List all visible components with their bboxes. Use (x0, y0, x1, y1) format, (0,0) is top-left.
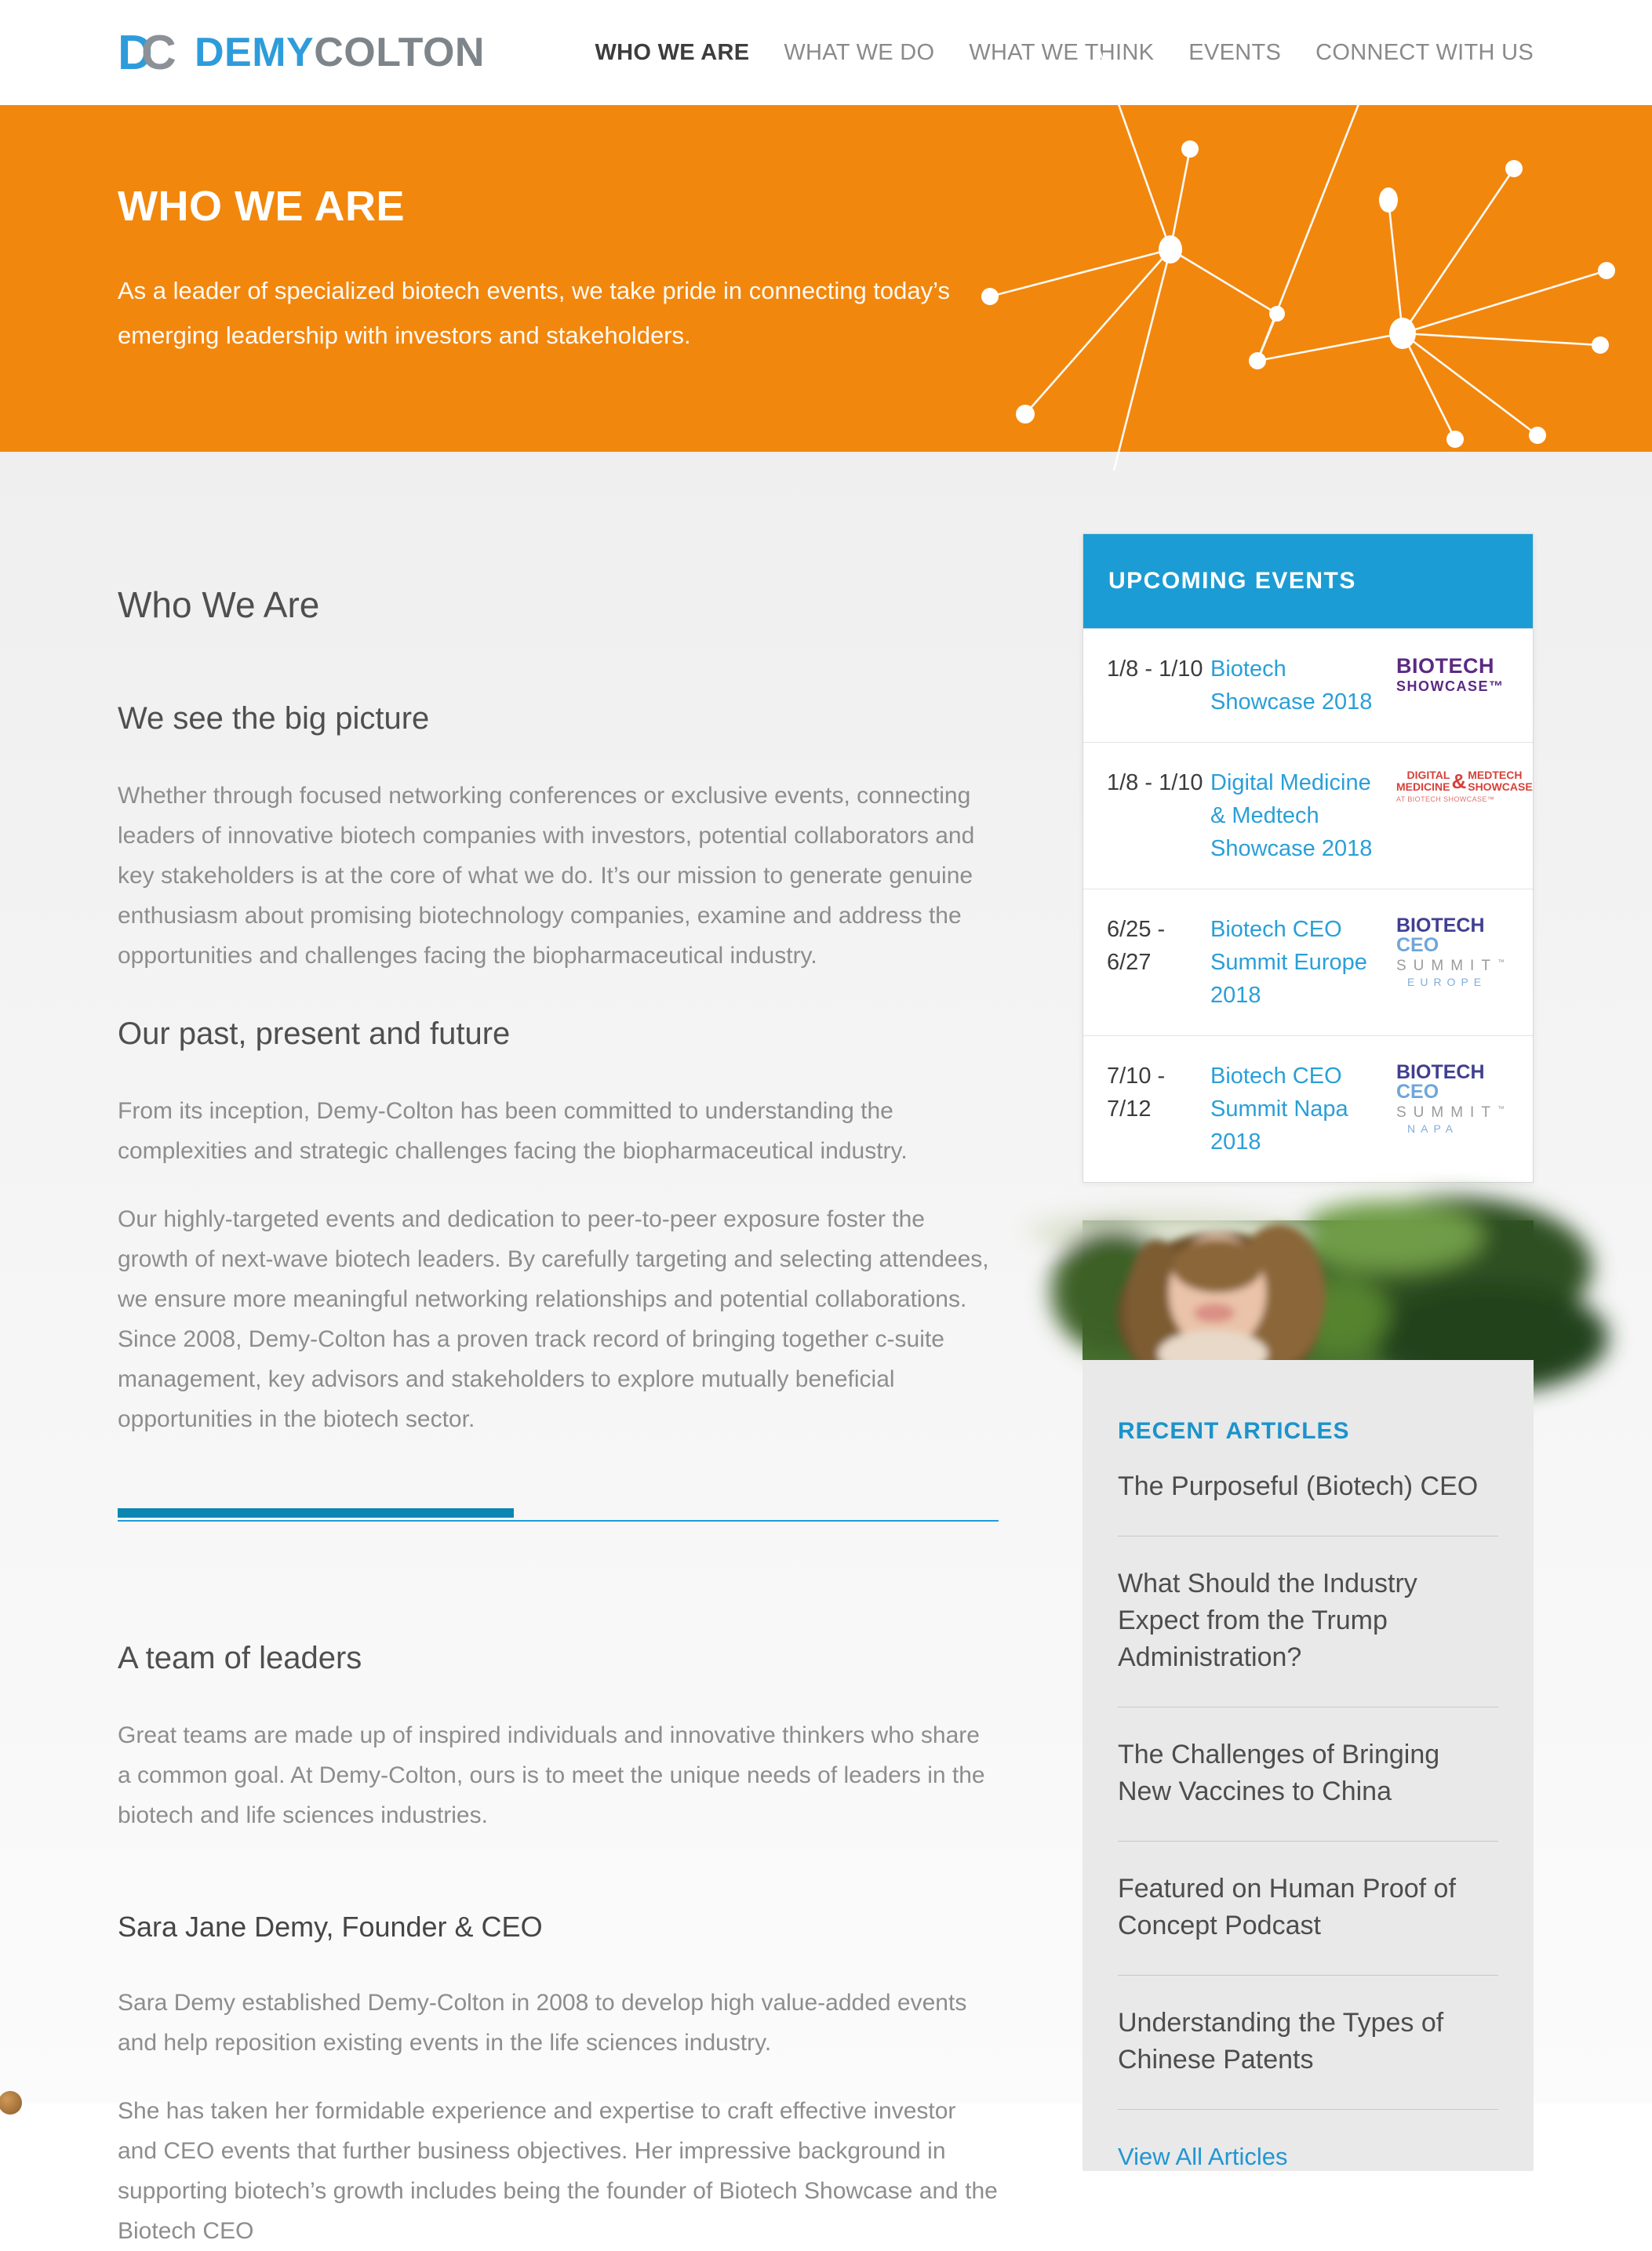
logo-mark-d: D (118, 26, 151, 80)
section-heading-past-present-future: Our past, present and future (118, 1016, 511, 1051)
logo-mark-icon (118, 25, 184, 80)
biotech-ceo-summit-europe-logo[interactable] (1396, 913, 1522, 1012)
digital-medicine-medtech-logo[interactable] (1396, 766, 1533, 865)
event-date: 7/10 - 7/12 (1107, 1064, 1166, 1122)
logo-text: CEO (1396, 1081, 1439, 1103)
event-link[interactable]: Digital Medicine & Medtech Showcase 2018 (1210, 770, 1373, 861)
nav-item-who-we-are[interactable]: WHO WE ARE (595, 39, 750, 65)
event-link[interactable]: Biotech CEO Summit Europe 2018 (1210, 917, 1367, 1008)
logo-text: SUMMIT (1396, 1104, 1497, 1121)
hero-subtitle: As a leader of specialized biotech events, we take pride in connecting today’s emerging leadership with investors and stakeholders. (118, 277, 950, 349)
logo-mark-c: C (141, 26, 176, 80)
logo-text: SHOWCASE™ (1396, 678, 1505, 694)
logo-text: NAPA (1407, 1122, 1459, 1135)
upcoming-events-title: UPCOMING EVENTS (1108, 568, 1356, 594)
logo-text: DIGITAL (1406, 769, 1450, 781)
upcoming-events-header (1083, 534, 1533, 628)
logo-text: BIOTECH (1396, 1061, 1485, 1083)
view-all-articles-link[interactable]: View All Articles (1118, 2143, 1288, 2170)
section-divider (118, 1508, 999, 1522)
nav-item-what-we-do[interactable]: WHAT WE DO (784, 39, 935, 65)
logo-subtext: AT BIOTECH SHOWCASE™ (1396, 795, 1495, 803)
article-link[interactable]: Featured on Human Proof of Concept Podcast (1118, 1842, 1498, 1976)
divider-bar (118, 1508, 514, 1518)
logo-tm: ™ (1497, 1104, 1505, 1113)
biotech-ceo-summit-napa-logo[interactable] (1396, 1060, 1522, 1158)
event-row (1083, 628, 1533, 742)
section-paragraph: Great teams are made up of inspired individuals and innovative thinkers who share a common goal. At Demy-Colton, ours is to meet the unique needs of leaders in the biotech and life sciences industries. (118, 1722, 985, 1828)
event-row (1083, 742, 1533, 889)
section-paragraph: Our highly-targeted events and dedication to peer-to-peer exposure foster the growth of next-wave biotech leaders. By carefully targeting and selecting attendees, we ensure more meaningful networking relationships and potential collaborations. Since 2008, Demy-Colton has a proven track record of bringing together c-suite management, key advisors and stakeholders to explore mutually beneficial opportunities in the biotech sector. (118, 1206, 989, 1432)
logo-text: BIOTECH (1396, 654, 1494, 678)
hero-banner (0, 105, 1652, 452)
article-link[interactable]: The Purposeful (Biotech) CEO (1118, 1445, 1498, 1536)
nav-item-events[interactable]: EVENTS (1188, 39, 1282, 65)
divider-line (118, 1520, 999, 1522)
logo-text: MEDTECH (1468, 769, 1523, 781)
article-link[interactable]: Understanding the Types of Chinese Patents (1118, 1976, 1498, 2110)
sidebar (1083, 452, 1534, 2170)
portrait-photo (1083, 1220, 1534, 1360)
recent-articles-label: RECENT ARTICLES (1118, 1418, 1350, 1444)
logo-text: SUMMIT (1396, 958, 1497, 974)
logo-text: CEO (1396, 934, 1439, 956)
biotech-showcase-logo[interactable] (1396, 653, 1522, 718)
logo-word-colton: COLTON (314, 30, 485, 75)
event-date: 1/8 - 1/10 (1107, 656, 1203, 682)
founder-paragraph: She has taken her formidable experience and expertise to craft effective investor and CEO events that further business objectives. Her impressive background in supporting biotech’s growth includes being the founder of Biotech Showcase and the Biotech CEO (118, 2098, 998, 2244)
logo-ampersand: & (1451, 769, 1467, 793)
logo[interactable] (118, 25, 485, 80)
section-heading-big-picture: We see the big picture (118, 701, 430, 736)
recent-articles-panel (1083, 1360, 1534, 2171)
founder-paragraph: Sara Demy established Demy-Colton in 2008 to develop high value-added events and help reposition existing events in the life sciences industry. (118, 1990, 967, 2056)
network-graphic (907, 105, 1652, 452)
section-heading-team-of-leaders: A team of leaders (118, 1641, 362, 1675)
logo-text: MEDICINE (1396, 780, 1450, 793)
main-nav (595, 40, 1534, 66)
event-date: 1/8 - 1/10 (1107, 770, 1203, 795)
page-title: Who We Are (118, 584, 320, 625)
article-link[interactable]: What Should the Industry Expect from the Trump Administration? (1118, 1536, 1498, 1707)
logo-tm: ™ (1497, 958, 1505, 966)
nav-item-what-we-think[interactable]: WHAT WE THINK (969, 39, 1155, 65)
logo-word-demy: DEMY (195, 30, 315, 75)
logo-wordmark (195, 29, 485, 76)
hero-title: WHO WE ARE (118, 183, 405, 230)
event-date: 6/25 - 6/27 (1107, 917, 1166, 975)
main-content (0, 452, 1652, 2244)
event-row (1083, 1035, 1533, 1182)
logo-text: SHOWCASE (1468, 780, 1533, 793)
upcoming-events-card (1083, 533, 1534, 1183)
section-paragraph: Whether through focused networking conferences or exclusive events, connecting leaders of innovative biotech companies with investors, potential collaborators and key stakeholders is at the core of what we do. It’s our mission to generate genuine enthusiasm about promising biotechnology companies, examine and address the opportunities and challenges facing the biopharmaceutical industry. (118, 783, 975, 969)
founder-heading: Sara Jane Demy, Founder & CEO (118, 1911, 543, 1943)
event-link[interactable]: Biotech CEO Summit Napa 2018 (1210, 1064, 1348, 1155)
nav-item-connect-with-us[interactable]: CONNECT WITH US (1315, 39, 1534, 65)
left-column (118, 452, 999, 2244)
event-row (1083, 889, 1533, 1035)
logo-text: BIOTECH (1396, 915, 1485, 936)
corner-thumbnail (0, 2091, 22, 2115)
logo-text: EUROPE (1407, 976, 1487, 988)
section-paragraph: From its inception, Demy-Colton has been committed to understanding the complexities and strategic challenges facing the biopharmaceutical industry. (118, 1098, 908, 1164)
site-header (0, 0, 1652, 105)
event-link[interactable]: Biotech Showcase 2018 (1210, 656, 1373, 715)
article-link[interactable]: The Challenges of Bringing New Vaccines to China (1118, 1707, 1498, 1842)
